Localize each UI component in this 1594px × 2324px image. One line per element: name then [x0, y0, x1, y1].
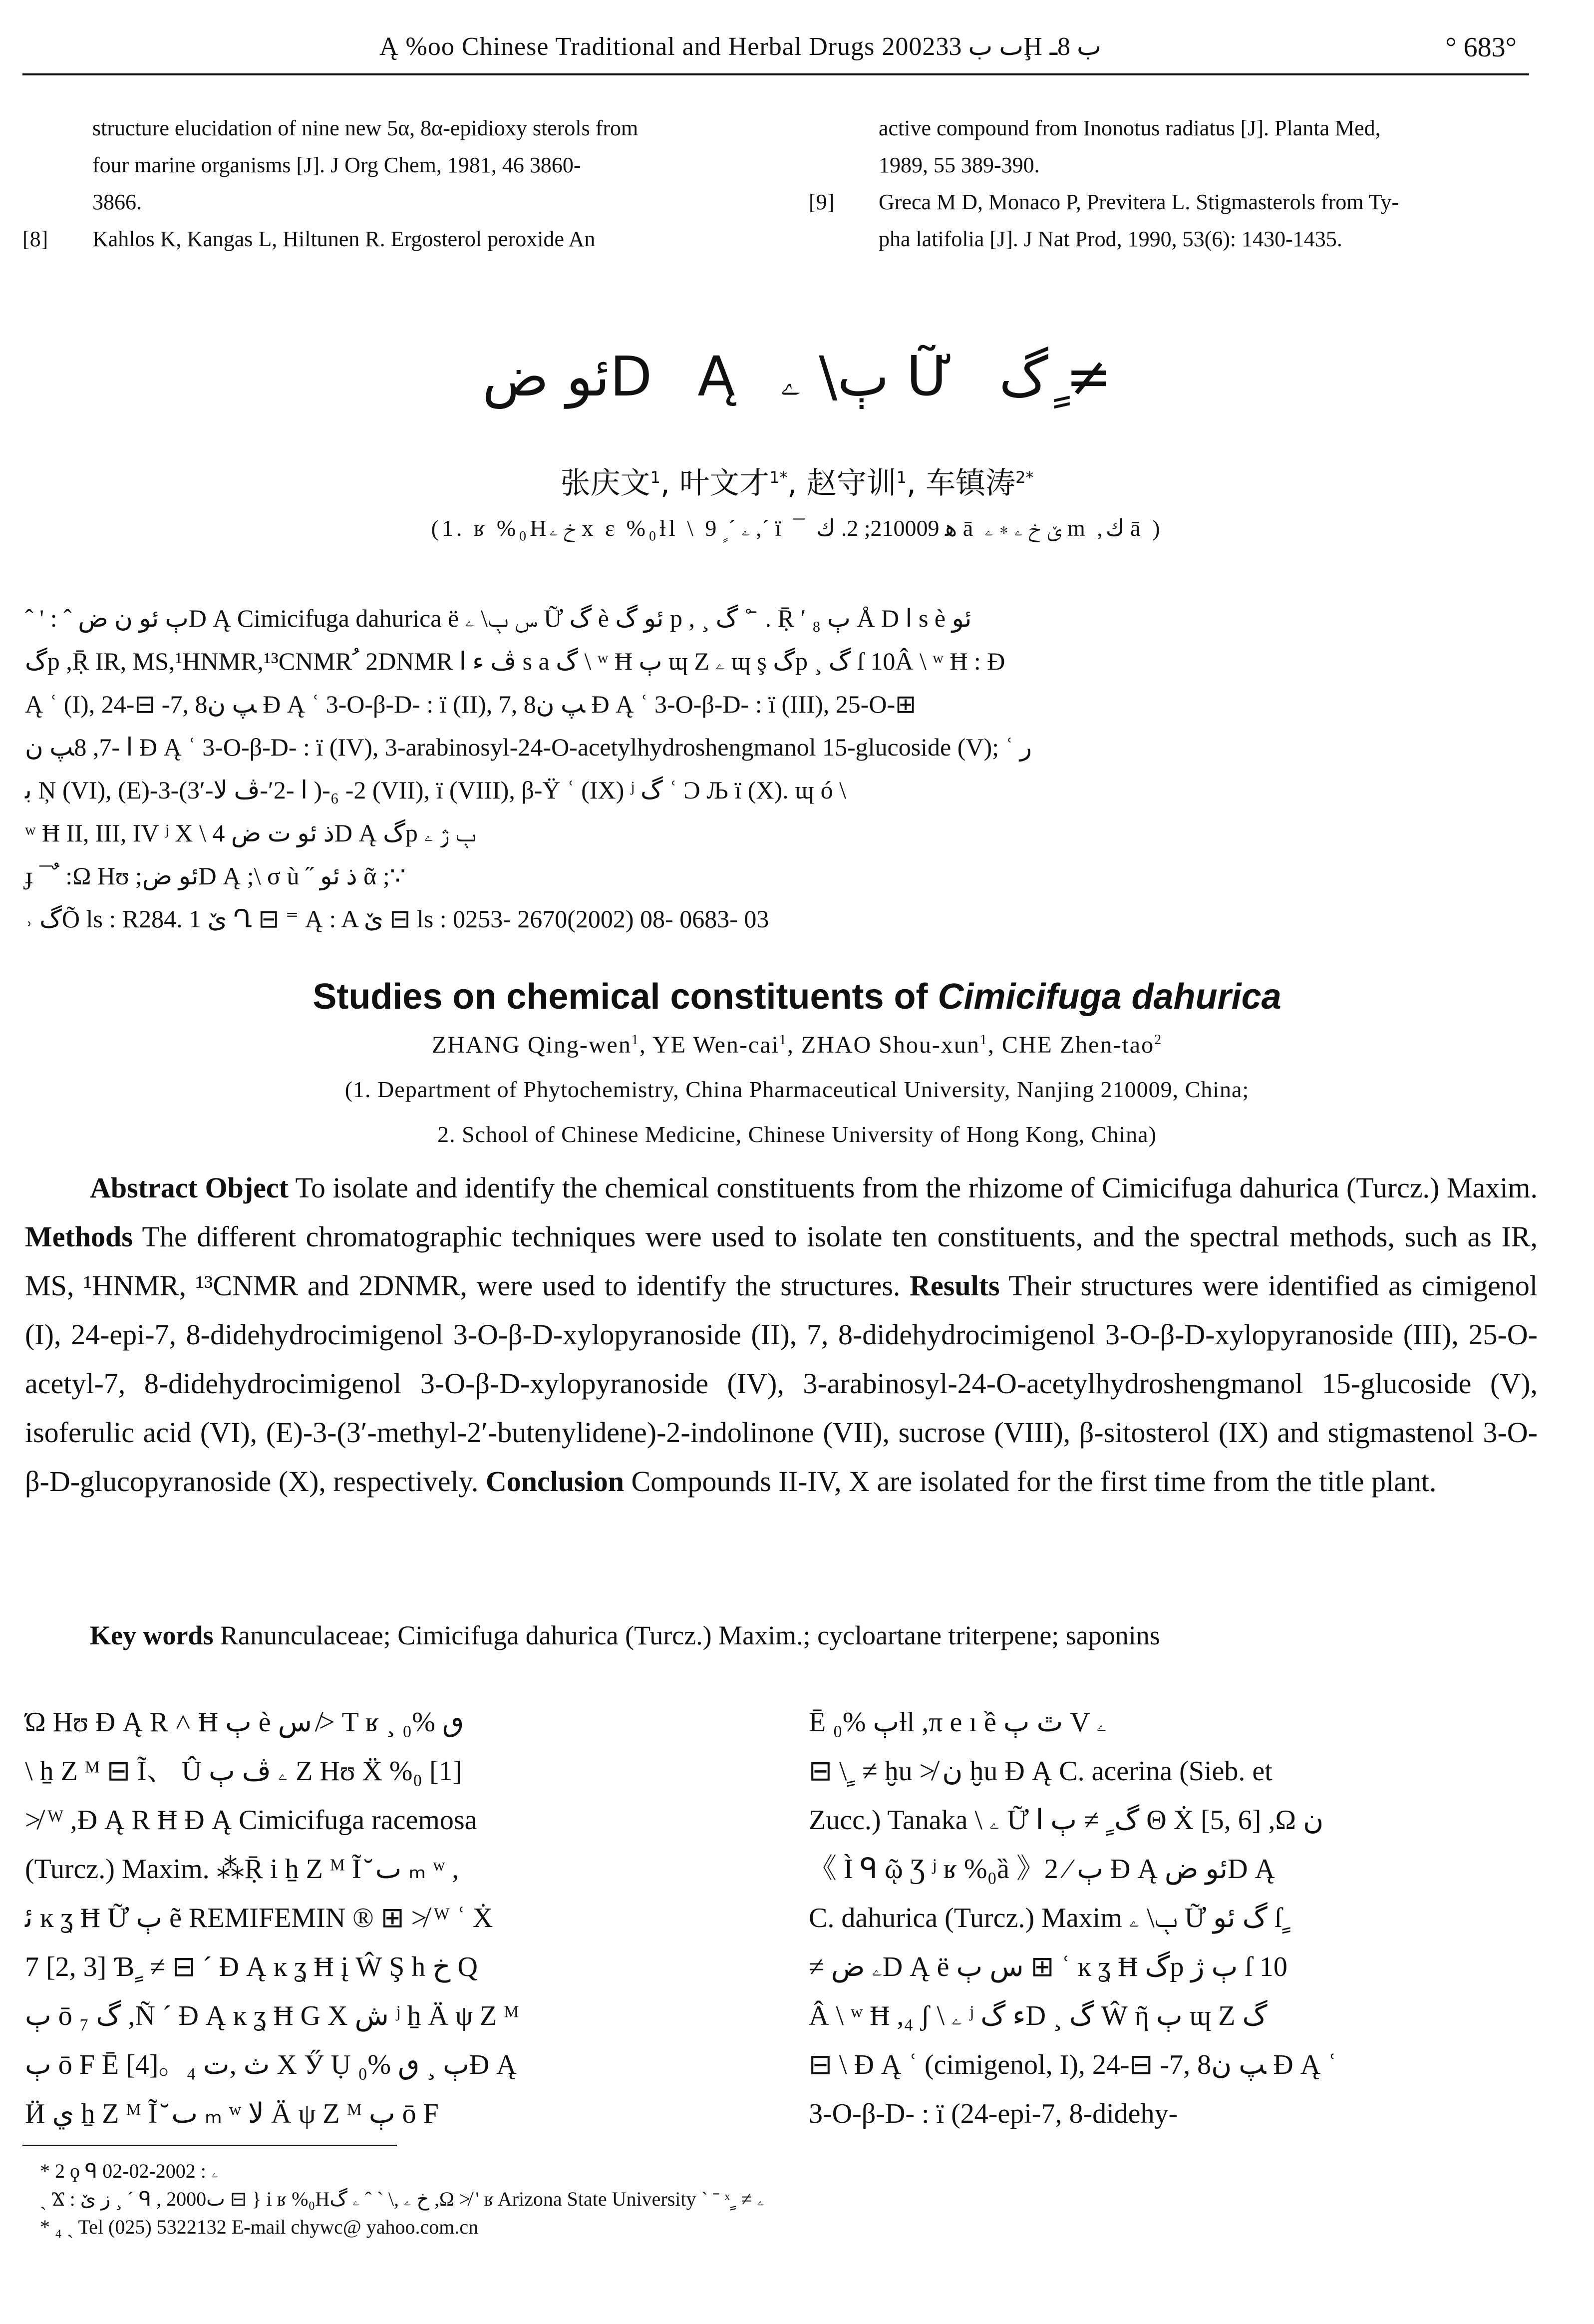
results-label: Results [910, 1269, 1000, 1302]
article-title-english [0, 976, 1594, 1017]
abstract-chinese-line: گp ,Ṝ IR, MS,¹HNMR,¹³CNMR ُ 2DNMR ﭪ ﺀ ﺍ s a گ \ ʷ Ħ ٻ ɰ Z ۦ ɰ ş گp ¸ گ ſ 10Â \ ʷ Ħ : Ð [25, 647, 1005, 675]
reference-line: Greca M D, Monaco P, Previtera L. Stigmasterols from Ty- [879, 190, 1399, 214]
body-line: ⊟ \ Ð Ą ʿ (cimigenol, I), 24-⊟ -7, 8ﭗ ن Ð Ą ʿ [809, 2049, 1337, 2080]
affiliation-chinese: (1. ʁ %₀Hخ ۦ x ε %₀ƚl \ ۦ ´ ٍ 9 ,´ ï ¯ ﮬ 210009; 2. ﻙ ā ێ خ ۦ ∗ ۦ m ,ﻙ ā ) [431, 515, 1163, 541]
object-label: Object [205, 1171, 289, 1204]
abstract-chinese-line: ﺍ -7, 8ﭗ ن Ð Ą ʿ 3-O-β-D- : ï (IV), 3-arabinosyl-24-O-acetylhydroshengmanol 15-glucoside (V); ʿ ر [25, 733, 1032, 761]
body-line: (Turcz.) Maxim. ⁂Ṝ i ẖ Z ᴹ Ĩ ̆ ٮ ₘ ʷ , [25, 1854, 459, 1885]
running-header [0, 27, 1594, 82]
keywords-text: Ranunculaceae; Cimicifuga dahurica (Turcz.) Maxim.; cycloartane triterpene; saponins [220, 1620, 1160, 1650]
abstract-english [25, 1163, 1538, 1506]
reference-9 [809, 184, 1533, 258]
conclusion-label: Conclusion [485, 1465, 625, 1498]
keywords-english [25, 1613, 1538, 1658]
keywords-label: Key words [90, 1620, 214, 1650]
affiliation-english-1: (1. Department of Phytochemistry, China Pharmaceutical University, Nanjing 210009, China; [344, 1077, 1250, 1102]
keywords-chinese-line: ɟ ¯ ٌ :Ω Hʊ ;ئو ضD Ą ;\ σ ù ˝ ذ ئو ᾶ ;∵ [25, 862, 406, 890]
reference-line: four marine organisms [J]. J Org Chem, 1981, 46 3860- [92, 153, 581, 177]
body-line: ٻ ō گ ₇ ,Ñ ´ Ð Ą ĸ ʓ Ħ G X ﺵ ʲ ẖ Ä ψ Z ᴹ [25, 2000, 519, 2031]
references-left-column [22, 110, 746, 258]
author-affiliation-mark: 1 [631, 1032, 639, 1048]
footnotes [40, 2157, 1538, 2241]
reference-line: Kahlos K, Kangas L, Hiltunen R. Ergosterol peroxide An [92, 227, 596, 251]
author-name: 叶文才 [679, 466, 770, 501]
author-affiliation-mark: 1* [769, 468, 788, 487]
author-affiliation-mark: 1 [979, 1032, 988, 1048]
references-right-column [809, 110, 1533, 258]
title-prefix: Studies on chemical constituents of [313, 977, 938, 1017]
author-list-chinese: 张庆文$^1$, 叶文才$^{1*}$, 赵守训$^1$, 车镇涛$^{2*}$ [560, 466, 1034, 501]
reference-8 [22, 221, 746, 258]
object-text: To isolate and identify the chemical constituents from the rhizome of Cimicifuga dahurica (Turcz.) Maxim. [295, 1171, 1538, 1204]
author-affiliation-mark: 1 [896, 468, 907, 487]
author-list-english: ZHANG Qing-wen$^1$, YE Wen-cai$^1$, ZHAO Shou-xun$^1$, CHE Zhen-tao$^2$ [431, 1032, 1163, 1058]
abstract-chinese-line: ﺑ Ņ (VI), (E)-3-(3′-ﺍ -2′-ﭪ ﻻ )-2- ₆ (VII), ï (VIII), β-Ÿ ʿ (IX) ʲ گ ʿ Ͻ Љ ï (X). ɰ ó \ [25, 776, 846, 804]
author-name: 车镇涛 [926, 466, 1016, 501]
author-name: ZHANG Qing-wen [431, 1032, 632, 1058]
footnote-author-bio: ˏ Ϫ : ز ێ ¸ ´ ᑫ , 2000ٮ ⊟ } i ʁ %₀Hخ ۦ ,\ ` ˆ ۦ گ ,Ω ≯ ' ʁ Arizona State University ` ˉ ˣ ٍ ≠ ۦ [40, 2188, 765, 2210]
abstract-chinese-line: ʷ Ħ II, III, IV ʲ X \ 4 ذ ئو ت ضD Ą گp ٻ ژ ۦ [25, 819, 476, 847]
abstract-chinese-line: ˆ ' : ˆ ٻ ئو ن ضD Ą Cimicifuga dahurica ë ﺱ ٻ\ ۦ Ữ گ è ئو گ p , ¸ گ ˚ ̄ . Ṝ ʹ ₈ ٻ Å D ﺍ s è ئو [25, 604, 972, 632]
results-text: Their structures were identified as cimigenol (I), 24-epi-7, 8-didehydrocimigenol 3-O-β-D-xylopyranoside (II), 7, 8-didehydrocimigenol 3-O-β-D-xylopyranoside (III), 25-O-acetyl-7, 8-didehydrocimigenol 3-O-β-D-xylopyranoside (IV), 3-arabinosyl-24-O-acetylhydroshengmanol 15-glucoside (V), isoferulic acid (VI), (E)-3-(3′-methyl-2′-butenylidene)-2-indolinone (VII), sucrose (VIII), β-sitosterol (IX) and stigmastenol 3-O-β-D-glucopyranoside (X), respectively. [25, 1269, 1538, 1498]
classification-line: ˒ گÕ ls : R284. 1 ێ Ղ ⊟ ⁼ Ą : A ێ ⊟ ls : 0253- 2670(2002) 08- 0683- 03 [25, 905, 769, 933]
author-affiliation-mark: 2 [1154, 1032, 1163, 1048]
footnote-rule [22, 2145, 397, 2146]
abstract-label: Abstract [90, 1171, 198, 1204]
reference-line: 1989, 55 389-390. [879, 153, 1040, 177]
methods-text: The different chromatographic techniques were used to isolate ten constituents, and the spectral methods, such as IR, MS, ¹HNMR, ¹³CNMR and 2DNMR, were used to identify the structures. [25, 1220, 1538, 1302]
reference-7-continued [22, 110, 746, 221]
body-line: Ӥ ﻱ ẖ Z ᴹ Ĩ ̆ ٮ ₘ ʷ ﻻ Ä ψ Z ᴹ ٻ ō F [25, 2098, 439, 2129]
reference-line: structure elucidation of nine new 5α, 8α-epidioxy sterols from [92, 116, 638, 140]
body-line: 《 Ì ᑫ ῷ Ʒ ʲ ʁ %₀ȁ 》2 ⁄ ٻ Ð Ą ئو ضD Ą [809, 1854, 1275, 1885]
page-number: ° 683° [1445, 32, 1517, 63]
reference-line: 3866. [92, 190, 142, 214]
author-affiliation-mark: 2* [1015, 468, 1034, 487]
reference-line: pha latifolia [J]. J Nat Prod, 1990, 53(6): 1430-1435. [879, 227, 1342, 251]
body-line: 3-O-β-D- : ï (24-epi-7, 8-didehy- [809, 2098, 1178, 2129]
header-rule [22, 73, 1529, 75]
body-line: C. dahurica (Turcz.) Maxim ٻ\ ۦ Ữ گ ئو ſ ٍ [809, 1903, 1290, 1934]
title-species: Cimicifuga dahurica [938, 977, 1281, 1017]
body-line: ≯ ᵂ ,Ð Ą R Ħ Ð Ą Cimicifuga racemosa [25, 1805, 477, 1836]
body-line: ﺋ ĸ ʓ Ħ Ữ ٻ ẽ REMIFEMIN ® ⊞ ≯ ᵂ ʿ Ẋ [25, 1903, 493, 1934]
reference-number: [8] [22, 227, 48, 251]
abstract-chinese [25, 597, 1523, 940]
body-line: Â \ ʷ Ħ ,₄ ʃ \ ۦ ʲ ﺀ گD ¸ گ Ŵ ῆ ٻ ɰ Z گ [809, 2000, 1268, 2031]
author-name: 赵守训 [806, 466, 897, 501]
conclusion-text: Compounds II-IV, X are isolated for the first time from the title plant. [631, 1465, 1437, 1498]
author-name: YE Wen-cai [652, 1032, 779, 1058]
reference-number: [9] [809, 190, 835, 214]
author-affiliation-mark: 1 [650, 468, 660, 487]
body-line: ⊟ \ ٍ ≠ ḫu ≯ ن ḫu Ð Ą C. acerina (Sieb. et [809, 1756, 1273, 1787]
author-name: CHE Zhen-tao [1001, 1032, 1155, 1058]
body-line: Ē ٻ %₀ƚl ,π e ı ề ٿ ٻ V ۦ [809, 1707, 1107, 1738]
reference-line: active compound from Inonotus radiatus [J]. Planta Med, [879, 116, 1381, 140]
body-text-left-column [25, 1698, 774, 2138]
reference-8-continued [809, 110, 1533, 184]
article-title-chinese: ئو ضD Ą ٻ\ ۦ Ữ گ ٍ≠ [482, 345, 1112, 408]
body-line: ≠ ۦ ضD Ą ë ﺱ ٻ ⊞ ʿ ĸ ʓ Ħ گp ٻ ژ ſ 10 [809, 1951, 1287, 1982]
author-name: 张庆文 [560, 466, 650, 501]
footnote-received-date: * 2 ϙ ᑫ ۦ : 2002-02-02 [40, 2160, 219, 2182]
body-text-right-column [809, 1698, 1538, 2138]
body-line: Zucc.) Tanaka \ ۦ Ữ گ ٍ ≠ ٻ ﺍ Θ Ẋ [5, 6] ,Ω ن [809, 1805, 1324, 1836]
author-affiliation-mark: 1 [779, 1032, 787, 1048]
methods-label: Methods [25, 1220, 133, 1253]
body-line: ٻ ō F Ē [4]。₄ ﺙ ,ﺕ X Ӳ Ụ ٻ ¸ ٯ %₀Ð Ą [25, 2049, 517, 2080]
footnote-contact: * ₄ ˏ Tel (025) 5322132 E-mail chywc@ yahoo.com.cn [40, 2216, 479, 2238]
body-line: 7 [2, 3] Ɓ ٍ ≠ ⊟ ´ Ð Ą ĸ ʓ Ħ į Ŵ Ş h خ Q [25, 1951, 478, 1982]
body-line: \ ẖ Z ᴹ ⊟ Ĩ、 Û ۦ ﭪ ٻ Z Hʊ Ẍ %₀ [1] [25, 1756, 462, 1787]
author-name: ZHAO Shou-xun [801, 1032, 980, 1058]
affiliation-english-2: 2. School of Chinese Medicine, Chinese University of Hong Kong, China) [437, 1122, 1157, 1147]
abstract-chinese-line: Ą ʿ (I), 24-⊟ -7, 8ﭗ ن Ð Ą ʿ 3-O-β-D- : ï (II), 7, 8ﭗ ن Ð Ą ʿ 3-O-β-D- : ï (III), 25-O-⊞ [25, 690, 917, 718]
body-line: Ώ Hʊ Ð Ą R ˄ Ħ ٻ è ﺱ ≯ T ʁ ¸ ٯ %₀ [25, 1707, 464, 1738]
journal-header-text: Ą %oo Chinese Traditional and Herbal Drugs 2002ٮ ب 33Ḩ ب 8ـ [379, 32, 1101, 61]
